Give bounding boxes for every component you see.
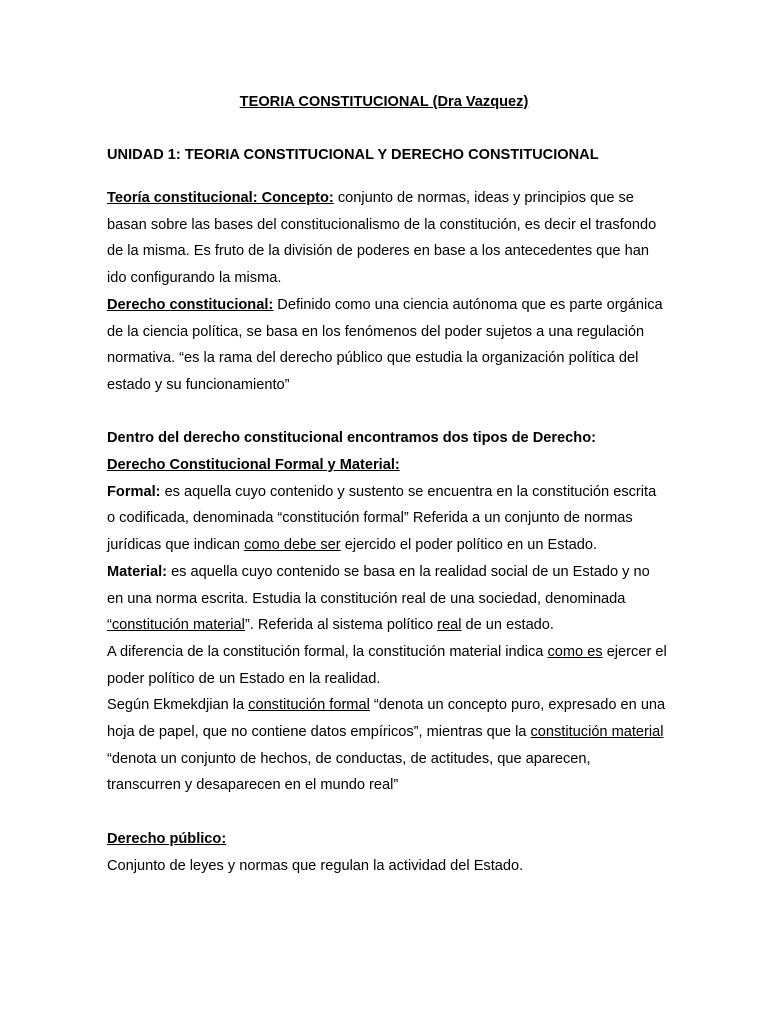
underlined-constitucion-formal: constitución formal <box>248 697 370 714</box>
term-derecho-constitucional: Derecho constitucional: <box>107 296 274 313</box>
paragraph-material <box>107 559 667 639</box>
heading-derecho-publico: Derecho público: <box>107 830 227 847</box>
text-teoria: conjunto de normas, ideas y principios que se basan sobre las bases del constitucionalismo de la constitución, es decir el trasfondo de la misma. Es fruto de la división de poderes en base a los antecedentes que han ido configurando la misma. <box>107 190 657 287</box>
text-material-3: de un estado. <box>461 617 554 634</box>
text-segun-2: “denota un concepto puro, expresado en una hoja de papel, que no contiene datos empíricos”, mientras que la <box>107 697 666 741</box>
underlined-constitucion-material-2: constitución material <box>530 724 664 741</box>
heading-formal-material: Derecho Constitucional Formal y Material: <box>107 457 400 474</box>
text-diferencia-2: ejercer el poder político de un Estado en la realidad. <box>107 643 667 687</box>
text-formal-2: ejercido el poder político en un Estado. <box>340 537 598 554</box>
paragraph-formal <box>107 479 667 559</box>
heading-dentro: Dentro del derecho constitucional encontramos dos tipos de Derecho: <box>107 430 596 447</box>
paragraph-segun <box>107 692 667 799</box>
term-material: Material: <box>107 563 168 580</box>
underlined-como-es: como es <box>547 643 603 660</box>
text-segun-1: Según Ekmekdjian la <box>107 697 249 714</box>
document-title: TEORIA CONSTITUCIONAL (Dra Vazquez) <box>239 94 529 110</box>
term-teoria: Teoría constitucional: Concepto: <box>107 190 334 206</box>
text-segun-3: “denota un conjunto de hechos, de conductas, de actitudes, que aparecen, transcurren y desaparecen en el mundo real” <box>107 750 591 794</box>
text-material-2: ”. Referida al sistema político <box>244 617 438 634</box>
spacer <box>107 799 667 826</box>
paragraph-derecho-publico: Conjunto de leyes y normas que regulan la actividad del Estado. <box>107 857 524 874</box>
text-derecho-constitucional: Definido como una ciencia autónoma que es parte orgánica de la ciencia política, se basa en los fenómenos del poder sujetos a una regulación normativa. “es la rama del derecho público que estudia la organización política del estado y su funcionamiento” <box>107 296 663 393</box>
document-body <box>107 185 667 879</box>
paragraph-derecho-constitucional <box>107 292 667 399</box>
paragraph-teoria <box>107 185 667 292</box>
underlined-constitucion-material: “constitución material <box>107 617 245 634</box>
spacer <box>107 399 667 426</box>
term-formal: Formal: <box>107 483 161 500</box>
underlined-como-debe-ser: como debe ser <box>244 537 341 554</box>
underlined-real: real <box>437 617 462 634</box>
text-material-1: es aquella cuyo contenido se basa en la realidad social de un Estado y no en una norma escrita. Estudia la constitución real de una sociedad, denominada <box>107 563 650 607</box>
unit-heading: UNIDAD 1: TEORIA CONSTITUCIONAL Y DERECHO CONSTITUCIONAL <box>107 147 599 163</box>
text-diferencia-1: A diferencia de la constitución formal, la constitución material indica <box>107 643 548 660</box>
text-formal-1: es aquella cuyo contenido y sustento se encuentra en la constitución escrita o codificada, denominada “constitución formal” Referida a un conjunto de normas jurídicas que indican <box>107 483 657 554</box>
paragraph-diferencia <box>107 639 667 692</box>
